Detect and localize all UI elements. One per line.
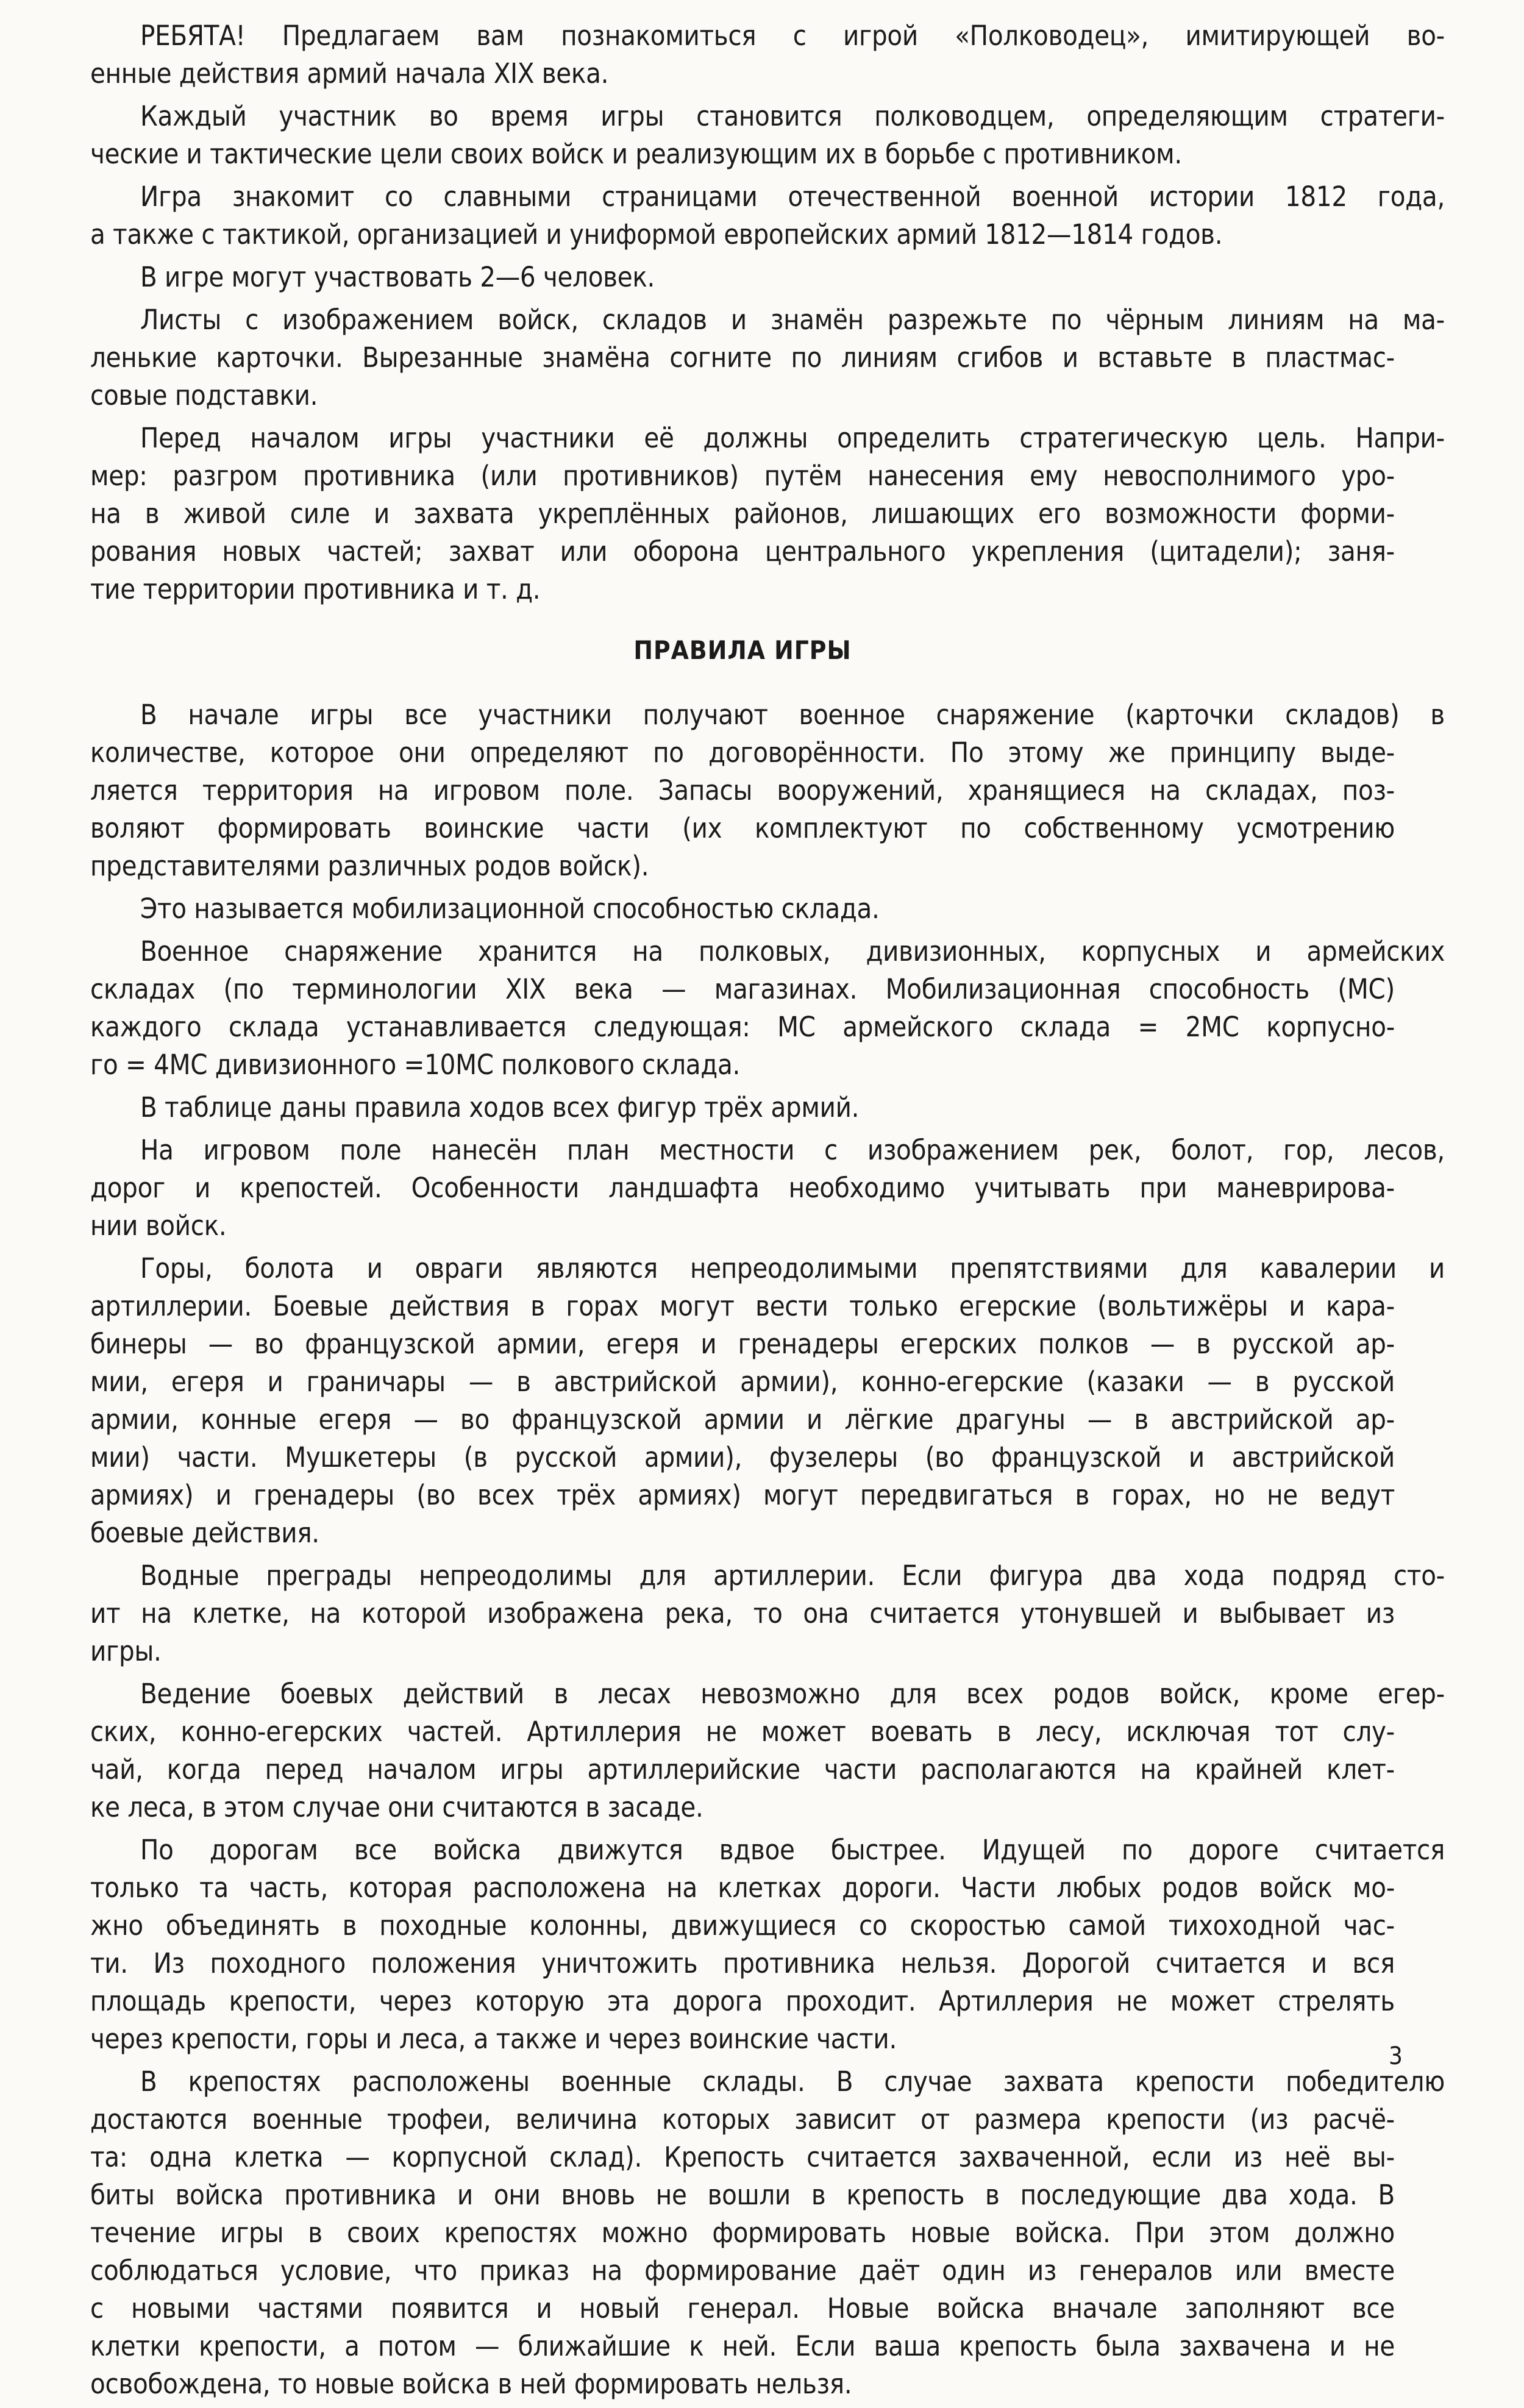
text-line: только та часть, которая расположена на клетках дороги. Части любых родов войск мо- (90, 1872, 1395, 1904)
rules-heading: ПРАВИЛА ИГРЫ (633, 635, 852, 665)
text-line: Перед началом игры участники её должны определить стратегическую цель. Напри- (140, 422, 1445, 454)
text-line: РЕБЯТА! Предлагаем вам познакомиться с игрой «Полководец», имитирующей во- (140, 20, 1445, 52)
text-line: биты войска противника и они вновь не вошли в крепость в последующие два хода. В (90, 2179, 1395, 2211)
text-line: достаются военные трофеи, величина которых зависит от размера крепости (из расчё- (90, 2103, 1395, 2135)
paragraph (90, 1089, 1395, 1127)
text-line: артиллерии. Боевые действия в горах могут вести только егерские (вольтижёры и кара- (90, 1290, 1395, 1322)
text-line: армиях) и гренадеры (во всех трёх армиях) могут передвигаться в горах, но не ведут (90, 1479, 1395, 1511)
rules-section (90, 696, 1445, 2403)
text-line: чай, когда перед началом игры артиллерийские части располагаются на крайней клет- (90, 1753, 1395, 1786)
body-text (90, 17, 1445, 2408)
text-line: На игровом поле нанесён план местности с изображением рек, болот, гор, лесов, (140, 1134, 1445, 1166)
text-line: ке леса, в этом случае они считаются в засаде. (90, 1791, 703, 1823)
text-line: через крепости, горы и леса, а также и через воинские части. (90, 2023, 897, 2055)
text-line: каждого склада устанавливается следующая: МС армейского склада = 2МС корпусно- (90, 1011, 1395, 1043)
text-line: а также с тактикой, организацией и униформой европейских армий 1812—1814 годов. (90, 218, 1223, 251)
paragraph (90, 933, 1445, 1084)
paragraph (90, 258, 1395, 296)
text-line: Ведение боевых действий в лесах невозможно для всех родов войск, кроме егер- (140, 1678, 1445, 1710)
text-line: Военное снаряжение хранится на полковых, дивизионных, корпусных и армейских (140, 935, 1445, 967)
paragraph (90, 890, 1395, 928)
text-line: По дорогам все войска движутся вдвое быстрее. Идущей по дороге считается (140, 1834, 1445, 1866)
text-line: бинеры — во французской армии, егеря и гренадеры егерских полков — в русской ар- (90, 1328, 1395, 1360)
paragraph (90, 2063, 1445, 2403)
text-line: клетки крепости, а потом — ближайшие к ней. Если ваша крепость была захвачена и не (90, 2330, 1395, 2362)
text-line: Водные преграды непреодолимы для артиллерии. Если фигура два хода подряд сто- (140, 1559, 1445, 1592)
text-line: ческие и тактические цели своих войск и реализующим их в борьбе с противником. (90, 138, 1182, 170)
paragraph (90, 1250, 1445, 1552)
text-line: дорог и крепостей. Особенности ландшафта необходимо учитывать при маневрирова- (90, 1172, 1395, 1204)
text-line: течение игры в своих крепостях можно формировать новые войска. При этом должно (90, 2217, 1395, 2249)
text-line: совые подставки. (90, 379, 318, 411)
text-line: мии, егеря и граничары — в австрийской армии), конно-егерские (казаки — в русской (90, 1366, 1395, 1398)
intro-section (90, 17, 1445, 608)
text-line: игры. (90, 1635, 162, 1667)
text-line: тие территории противника и т. д. (90, 573, 541, 605)
text-line: В таблице даны правила ходов всех фигур трёх армий. (140, 1091, 860, 1124)
text-line: мер: разгром противника (или противников) путём нанесения ему невосполнимого уро- (90, 460, 1395, 492)
paragraph (90, 1831, 1445, 2058)
text-line: Игра знакомит со славными страницами отечественной военной истории 1812 года, (140, 180, 1445, 213)
paragraph (90, 178, 1445, 254)
paragraph (90, 1675, 1445, 1826)
text-line: боевые действия. (90, 1517, 319, 1549)
text-line: ленькие карточки. Вырезанные знамёна согните по линиям сгибов и вставьте в пластмас- (90, 341, 1395, 374)
text-line: представителями различных родов войск). (90, 850, 649, 882)
text-line: та: одна клетка — корпусной склад). Крепость считается захваченной, если из неё вы- (90, 2141, 1395, 2173)
text-line: с новыми частями появится и новый генерал. Новые войска вначале заполняют все (90, 2292, 1395, 2324)
text-line: ляется территория на игровом поле. Запасы вооружений, хранящиеся на складах, поз- (90, 774, 1395, 807)
paragraph (90, 696, 1445, 885)
paragraph (90, 1131, 1445, 1245)
text-line: ит на клетке, на которой изображена река, то она считается утонувшей и выбывает из (90, 1597, 1395, 1630)
text-line: Горы, болота и овраги являются непреодолимыми препятствиями для кавалерии и (140, 1252, 1445, 1284)
text-line: на в живой силе и захвата укреплённых районов, лишающих его возможности форми- (90, 497, 1395, 530)
text-line: Каждый участник во время игры становится полководцем, определяющим стратеги- (140, 100, 1445, 132)
text-line: армии, конные егеря — во французской армии и лёгкие драгуны — в австрийской ар- (90, 1403, 1395, 1436)
paragraph (90, 301, 1445, 415)
paragraph (90, 1557, 1445, 1670)
paragraph (90, 17, 1445, 93)
page-number: 3 (1389, 2042, 1403, 2070)
text-line: го = 4МС дивизионного =10МС полкового склада. (90, 1049, 741, 1081)
text-line: площадь крепости, через которую эта дорога проходит. Артиллерия не может стрелять (90, 1985, 1395, 2017)
text-line: Это называется мобилизационной способностью склада. (140, 892, 880, 925)
text-line: рования новых частей; захват или оборона центрального укрепления (цитадели); заня- (90, 535, 1395, 568)
text-line: Листы с изображением войск, складов и знамён разрежьте по чёрным линиям на ма- (140, 304, 1445, 336)
text-line: жно объединять в походные колонны, движущиеся со скоростью самой тихоходной час- (90, 1909, 1395, 1942)
text-line: соблюдаться условие, что приказ на формирование даёт один из генералов или вместе (90, 2254, 1395, 2287)
text-line: ти. Из походного положения уничтожить противника нельзя. Дорогой считается и вся (90, 1947, 1395, 1979)
text-line: енные действия армий начала XIX века. (90, 57, 609, 90)
text-line: освобождена, то новые войска в ней формировать нельзя. (90, 2368, 852, 2400)
text-line: воляют формировать воинские части (их комплектуют по собственному усмотрению (90, 812, 1395, 844)
text-line: мии) части. Мушкетеры (в русской армии), фузелеры (во французской и австрийской (90, 1441, 1395, 1473)
text-line: В игре могут участвовать 2—6 человек. (140, 261, 655, 293)
text-line: В начале игры все участники получают военное снаряжение (карточки складов) в (140, 699, 1445, 731)
text-line: ских, конно-егерских частей. Артиллерия не может воевать в лесу, исключая тот слу- (90, 1715, 1395, 1748)
paragraph (90, 98, 1445, 173)
text-line: нии войск. (90, 1209, 227, 1242)
text-line: В крепостях расположены военные склады. В случае захвата крепости победителю (140, 2065, 1445, 2098)
paragraph (90, 419, 1445, 608)
text-line: количестве, которое они определяют по договорённости. По этому же принципу выде- (90, 736, 1395, 769)
text-line: складах (по терминологии XIX века — магазинах. Мобилизационная способность (МС) (90, 973, 1395, 1005)
